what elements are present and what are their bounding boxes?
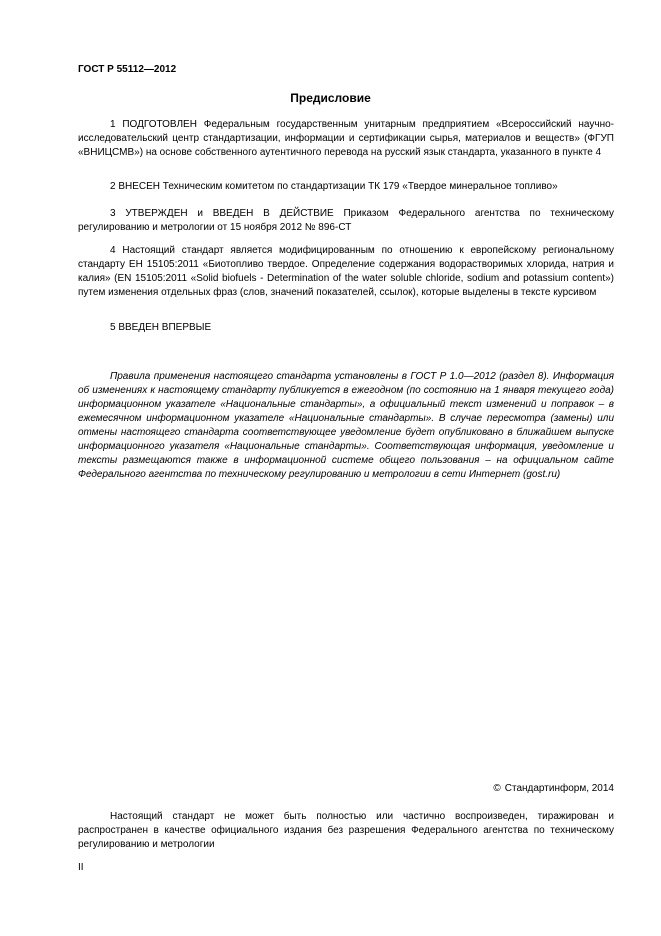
page-title: Предисловие — [290, 91, 371, 105]
paragraph-2: 2 ВНЕСЕН Техническим комитетом по стандартизации ТК 179 «Твердое минеральное топливо» — [110, 181, 558, 192]
paragraph-1: 1 ПОДГОТОВЛЕН Федеральным государственным унитарным предприятием «Всероссийский научно-исследовательский центр стандартизации, информации и сертификации сырья, материалов и веществ» (ФГУП «ВНИЦСМВ») на основе собственного аутентичного перевода на русский язык стандарта, указанного в пункте 4 — [78, 119, 614, 158]
paragraph-3: 3 УТВЕРЖДЕН и ВВЕДЕН В ДЕЙСТВИЕ Приказом Федерального агентства по техническому регулированию и метрологии от 15 ноября 2012 № 896-СТ — [78, 208, 614, 233]
copyright-text: Стандартинформ, 2014 — [504, 783, 614, 794]
copyright-symbol: © — [493, 783, 501, 794]
document-number: ГОСТ Р 55112—2012 — [78, 64, 177, 75]
usage-notice: Правила применения настоящего стандарта установлены в ГОСТ Р 1.0—2012 (раздел 8). Информация об изменениях к настоящему стандарту публикуется в ежегодном (по состоянию на 1 января текущего года) информационном указателе «Национальные стандарты», а официальный текст изменений и поправок – в ежемесячном информационном указателе «Национальные стандарты». В случае пересмотра (замены) или отмены настоящего стандарта соответствующее уведомление будет опубликовано в ближайшем выпуске информационного указателя «Национальные стандарты». Соответствующая информация, уведомление и тексты размещаются также в информационной системе общего пользования – на официальном сайте Федерального агентства по техническому регулированию и метрологии в сети Интернет (gost.ru) — [78, 371, 614, 480]
copyright-line — [493, 783, 614, 794]
page-number: II — [78, 862, 84, 873]
paragraph-5: 5 ВВЕДЕН ВПЕРВЫЕ — [110, 322, 212, 333]
paragraph-4: 4 Настоящий стандарт является модифицированным по отношению к европейскому региональному стандарту ЕН 15105:2011 «Биотопливо твердое. Определение содержания водорастворимых хлорида, натрия и калия» (EN 15105:2011 «Solid biofuels - Determination of the water soluble chloride, sodium and potassium content») путем изменения отдельных фраз (слов, значений показателей, ссылок), которые выделены в тексте курсивом — [78, 245, 614, 298]
reproduction-notice: Настоящий стандарт не может быть полностью или частично воспроизведен, тиражирован и распространен в качестве официального издания без разрешения Федерального агентства по техническому регулированию и метрологии — [78, 811, 614, 850]
